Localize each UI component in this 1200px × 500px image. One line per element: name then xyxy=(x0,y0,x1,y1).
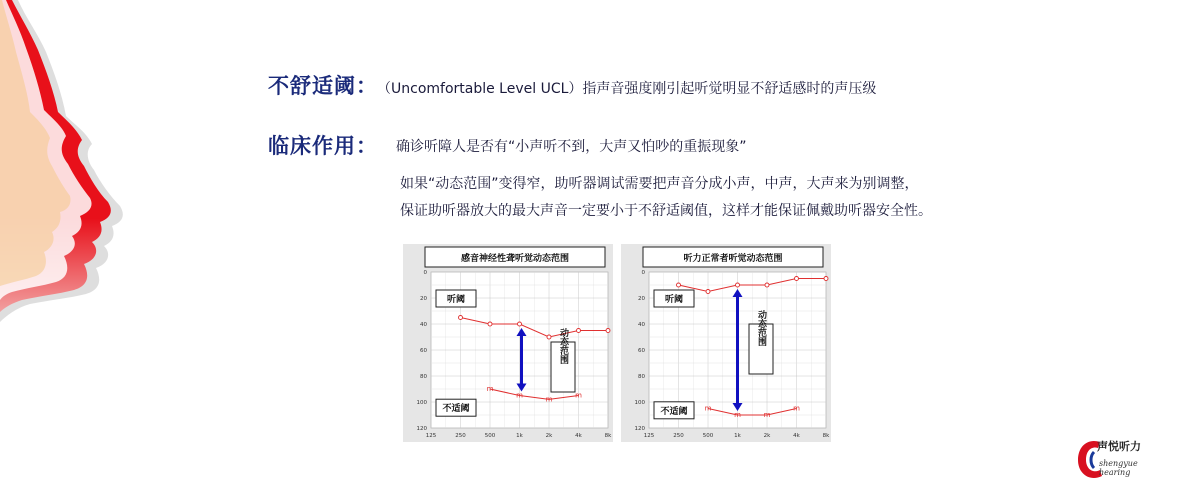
clinical-line-2: 如果“动态范围”变得窄，助听器调试需要把声音分成小声，中声，大声来为别调整， xyxy=(400,176,919,192)
data-point xyxy=(736,283,740,287)
definition-text: （Uncomfortable Level UCL）指声音强度刚引起听觉明显不舒适感时的声压级 xyxy=(384,81,877,97)
annotation-text: 动态范围 xyxy=(756,310,766,346)
y-tick-label: 20 xyxy=(420,296,427,302)
data-point: m xyxy=(575,391,582,400)
x-tick-label: 500 xyxy=(484,433,496,439)
data-point xyxy=(488,322,492,326)
chart-title-text: 感音神经性聋听觉动态范围 xyxy=(460,254,570,264)
y-tick-label: 100 xyxy=(634,400,645,406)
definition-heading: 不舒适阈： xyxy=(268,74,378,98)
y-tick-label: 120 xyxy=(634,426,645,432)
x-tick-label: 500 xyxy=(702,433,714,439)
chart-sensorineural xyxy=(403,244,613,442)
y-tick-label: 0 xyxy=(641,270,645,276)
chart-normal-hearing xyxy=(621,244,831,442)
y-tick-label: 120 xyxy=(416,426,427,432)
y-tick-label: 40 xyxy=(420,322,427,328)
data-point xyxy=(824,277,828,281)
clinical-line-1: 确诊听障人是否有“小声听不到，大声又怕吵的重振现象” xyxy=(396,139,747,155)
series-label-0 xyxy=(436,290,476,307)
data-point xyxy=(518,322,522,326)
y-tick-label: 0 xyxy=(423,270,427,276)
y-tick-label: 80 xyxy=(638,374,645,380)
logo-name-cn: 声悦听力 xyxy=(1097,440,1141,453)
annotation-text: 动态范围 xyxy=(558,328,568,364)
chart-title xyxy=(425,247,605,267)
x-tick-label: 250 xyxy=(455,433,466,439)
data-point: m xyxy=(486,385,494,393)
data-point: m xyxy=(793,404,800,413)
clinical-row xyxy=(268,130,747,160)
y-tick-label: 60 xyxy=(638,348,645,354)
definition-row xyxy=(268,70,876,100)
clinical-heading: 临床作用： xyxy=(268,134,378,158)
y-tick-label: 60 xyxy=(420,348,427,354)
data-point: m xyxy=(545,395,553,404)
x-tick-label: 1k xyxy=(734,433,741,439)
data-point: m xyxy=(763,411,771,419)
x-tick-label: 2k xyxy=(763,433,771,439)
series-label-text: 不适阈 xyxy=(442,404,470,415)
series-label-1 xyxy=(654,402,694,419)
data-point: m xyxy=(704,404,712,413)
clinical-line-3: 保证助听器放大的最大声音一定要小于不舒适阈值，这样才能保证佩戴助听器安全性。 xyxy=(400,203,932,219)
chart-title xyxy=(643,247,823,267)
data-point: m xyxy=(516,391,523,400)
data-point xyxy=(606,329,610,333)
x-tick-label: 8k xyxy=(822,433,830,439)
x-tick-label: 8k xyxy=(604,433,612,439)
data-point xyxy=(459,316,463,320)
chart-svg xyxy=(403,244,613,442)
data-point xyxy=(706,290,710,294)
series-label-0 xyxy=(654,290,694,307)
x-tick-label: 4k xyxy=(793,433,800,439)
data-point xyxy=(577,329,581,333)
x-tick-label: 1k xyxy=(516,433,523,439)
y-tick-label: 100 xyxy=(416,400,427,406)
series-label-1 xyxy=(436,399,476,416)
x-tick-label: 2k xyxy=(545,433,553,439)
chart-svg xyxy=(621,244,831,442)
series-label-text: 听阈 xyxy=(446,295,466,305)
x-tick-label: 125 xyxy=(643,433,655,439)
y-tick-label: 20 xyxy=(638,296,645,302)
series-label-text: 听阈 xyxy=(664,295,684,305)
brand-logo xyxy=(1074,436,1164,482)
x-tick-label: 250 xyxy=(673,433,684,439)
data-point: m xyxy=(734,411,741,419)
x-tick-label: 4k xyxy=(575,433,582,439)
y-tick-label: 40 xyxy=(638,322,645,328)
data-point xyxy=(677,283,681,287)
logo-name-en: shengyue hearing xyxy=(1099,459,1138,477)
face-profile-graphic xyxy=(0,0,175,500)
data-point xyxy=(765,283,769,287)
data-point xyxy=(795,277,799,281)
chart-title-text: 听力正常者听觉动态范围 xyxy=(683,254,783,264)
series-label-text: 不适阈 xyxy=(660,406,688,417)
x-tick-label: 125 xyxy=(425,433,437,439)
y-tick-label: 80 xyxy=(420,374,427,380)
data-point xyxy=(547,335,551,339)
